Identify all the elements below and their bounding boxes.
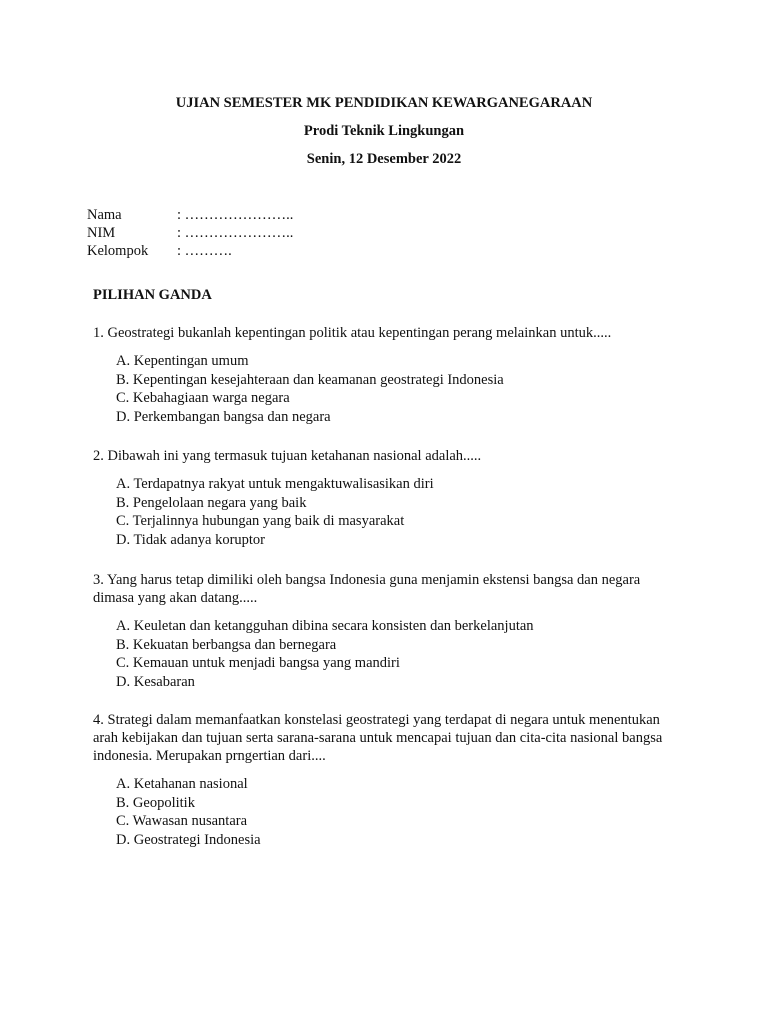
option-list	[93, 617, 663, 691]
identity-label: Kelompok	[87, 243, 149, 259]
identity-label: Nama	[87, 207, 122, 223]
question-text: 1. Geostrategi bukanlah kepentingan politik atau kepentingan perang melainkan untuk.....	[93, 325, 612, 341]
option-a: A. Kepentingan umum	[116, 353, 249, 369]
option-a: A. Keuletan dan ketangguhan dibina secara konsisten dan berkelanjutan	[116, 618, 534, 634]
question-4	[93, 711, 663, 849]
exam-title: UJIAN SEMESTER MK PENDIDIKAN KEWARGANEGARAAN	[175, 95, 593, 111]
question-2	[93, 447, 663, 549]
question-1	[93, 324, 663, 426]
option-b: B. Kekuatan berbangsa dan bernegara	[116, 636, 337, 653]
option-list	[93, 475, 663, 549]
identity-blank: : ……….	[177, 243, 232, 259]
identity-blank: : …………………..	[177, 225, 294, 241]
option-a: A. Terdapatnya rakyat untuk mengaktuwalisasikan diri	[116, 476, 434, 492]
identity-label: NIM	[87, 225, 116, 241]
program-name: Prodi Teknik Lingkungan	[303, 123, 465, 139]
exam-date: Senin, 12 Desember 2022	[306, 151, 462, 167]
question-text: 2. Dibawah ini yang termasuk tujuan ketahanan nasional adalah.....	[93, 448, 482, 464]
option-b: B. Kepentingan kesejahteraan dan keamanan geostrategi Indonesia	[116, 371, 504, 388]
question-text: 4. Strategi dalam memanfaatkan konstelasi geostrategi yang terdapat di negara untuk menentukan arah kebijakan dan tujuan serta sarana-sarana untuk mencapai tujuan dan cita-cita nasional bangsa indonesia. Merupakan prngertian dari....	[93, 712, 663, 764]
option-d: D. Kesabaran	[116, 673, 195, 690]
option-c: C. Kemauan untuk menjadi bangsa yang mandiri	[116, 655, 400, 671]
section-title: PILIHAN GANDA	[93, 287, 212, 303]
identity-block	[87, 206, 487, 260]
option-c: C. Terjalinnya hubungan yang baik di masyarakat	[116, 513, 405, 529]
identity-row-group	[87, 242, 487, 260]
identity-row-name	[87, 206, 487, 224]
option-d: D. Geostrategi Indonesia	[116, 831, 261, 848]
identity-blank: : …………………..	[177, 207, 294, 223]
option-b: B. Geopolitik	[116, 794, 195, 811]
option-c: C. Wawasan nusantara	[116, 813, 248, 829]
option-a: A. Ketahanan nasional	[116, 776, 248, 792]
question-text: 3. Yang harus tetap dimiliki oleh bangsa Indonesia guna menjamin ekstensi bangsa dan negara dimasa yang akan datang.....	[93, 572, 641, 606]
option-c: C. Kebahagiaan warga negara	[116, 390, 290, 406]
option-list	[93, 775, 663, 849]
identity-row-nim	[87, 224, 487, 242]
option-d: D. Tidak adanya koruptor	[116, 531, 266, 548]
question-3	[93, 571, 663, 691]
option-list	[93, 352, 663, 426]
option-b: B. Pengelolaan negara yang baik	[116, 494, 307, 511]
option-d: D. Perkembangan bangsa dan negara	[116, 408, 331, 425]
